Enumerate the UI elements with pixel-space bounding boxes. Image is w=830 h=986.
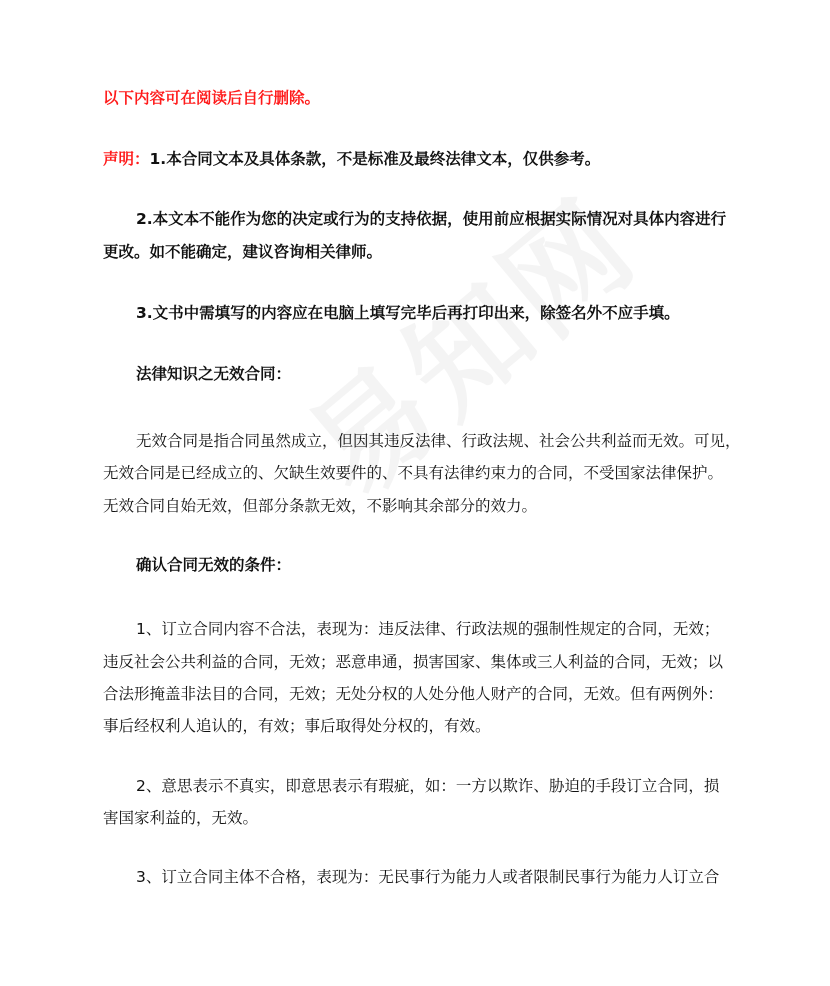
declaration-1-text: 1.本合同文本及具体条款，不是标准及最终法律文本，仅供参考。	[149, 150, 601, 168]
section-title-conditions: 确认合同无效的条件：	[136, 556, 292, 574]
paragraph-line: 2、意思表示不真实，即意思表示有瑕疵，如：一方以欺诈、胁迫的手段订立合同，损	[136, 777, 720, 795]
declaration-3: 3.文书中需填写的内容应在电脑上填写完毕后再打印出来，除签名外不应手填。	[136, 304, 680, 322]
paragraph-line: 合法形掩盖非法目的合同，无效；无处分权的人处分他人财产的合同，无效。但有两例外：	[103, 685, 724, 703]
paragraph-line: 3、订立合同主体不合格，表现为：无民事行为能力人或者限制民事行为能力人订立合	[136, 868, 720, 886]
paragraph-line: 无效合同是已经成立的、欠缺生效要件的、不具有法律约束力的合同，不受国家法律保护。	[103, 464, 724, 482]
declaration-2-line2: 更改。如不能确定，建议咨询相关律师。	[103, 243, 383, 261]
section-title-invalid-contract: 法律知识之无效合同：	[136, 365, 292, 383]
paragraph-line: 害国家利益的，无效。	[103, 809, 259, 827]
declaration-1	[103, 143, 743, 176]
paragraph-line: 1、订立合同内容不合法，表现为：违反法律、行政法规的强制性规定的合同，无效；	[136, 620, 720, 638]
paragraph-line: 事后经权利人追认的，有效；事后取得处分权的，有效。	[103, 717, 491, 735]
declaration-label: 声明：	[103, 150, 150, 168]
notice-heading: 以下内容可在阅读后自行删除。	[103, 89, 321, 107]
declaration-2-line1: 2.本文本不能作为您的决定或行为的支持依据，使用前应根据实际情况对具体内容进行	[136, 210, 727, 228]
paragraph-line: 无效合同是指合同虽然成立，但因其违反法律、行政法规、社会公共利益而无效。可见，	[136, 432, 741, 450]
paragraph-line: 无效合同自始无效，但部分条款无效，不影响其余部分的效力。	[103, 497, 538, 515]
paragraph-line: 违反社会公共利益的合同，无效；恶意串通，损害国家、集体或三人利益的合同，无效；以	[103, 653, 724, 671]
